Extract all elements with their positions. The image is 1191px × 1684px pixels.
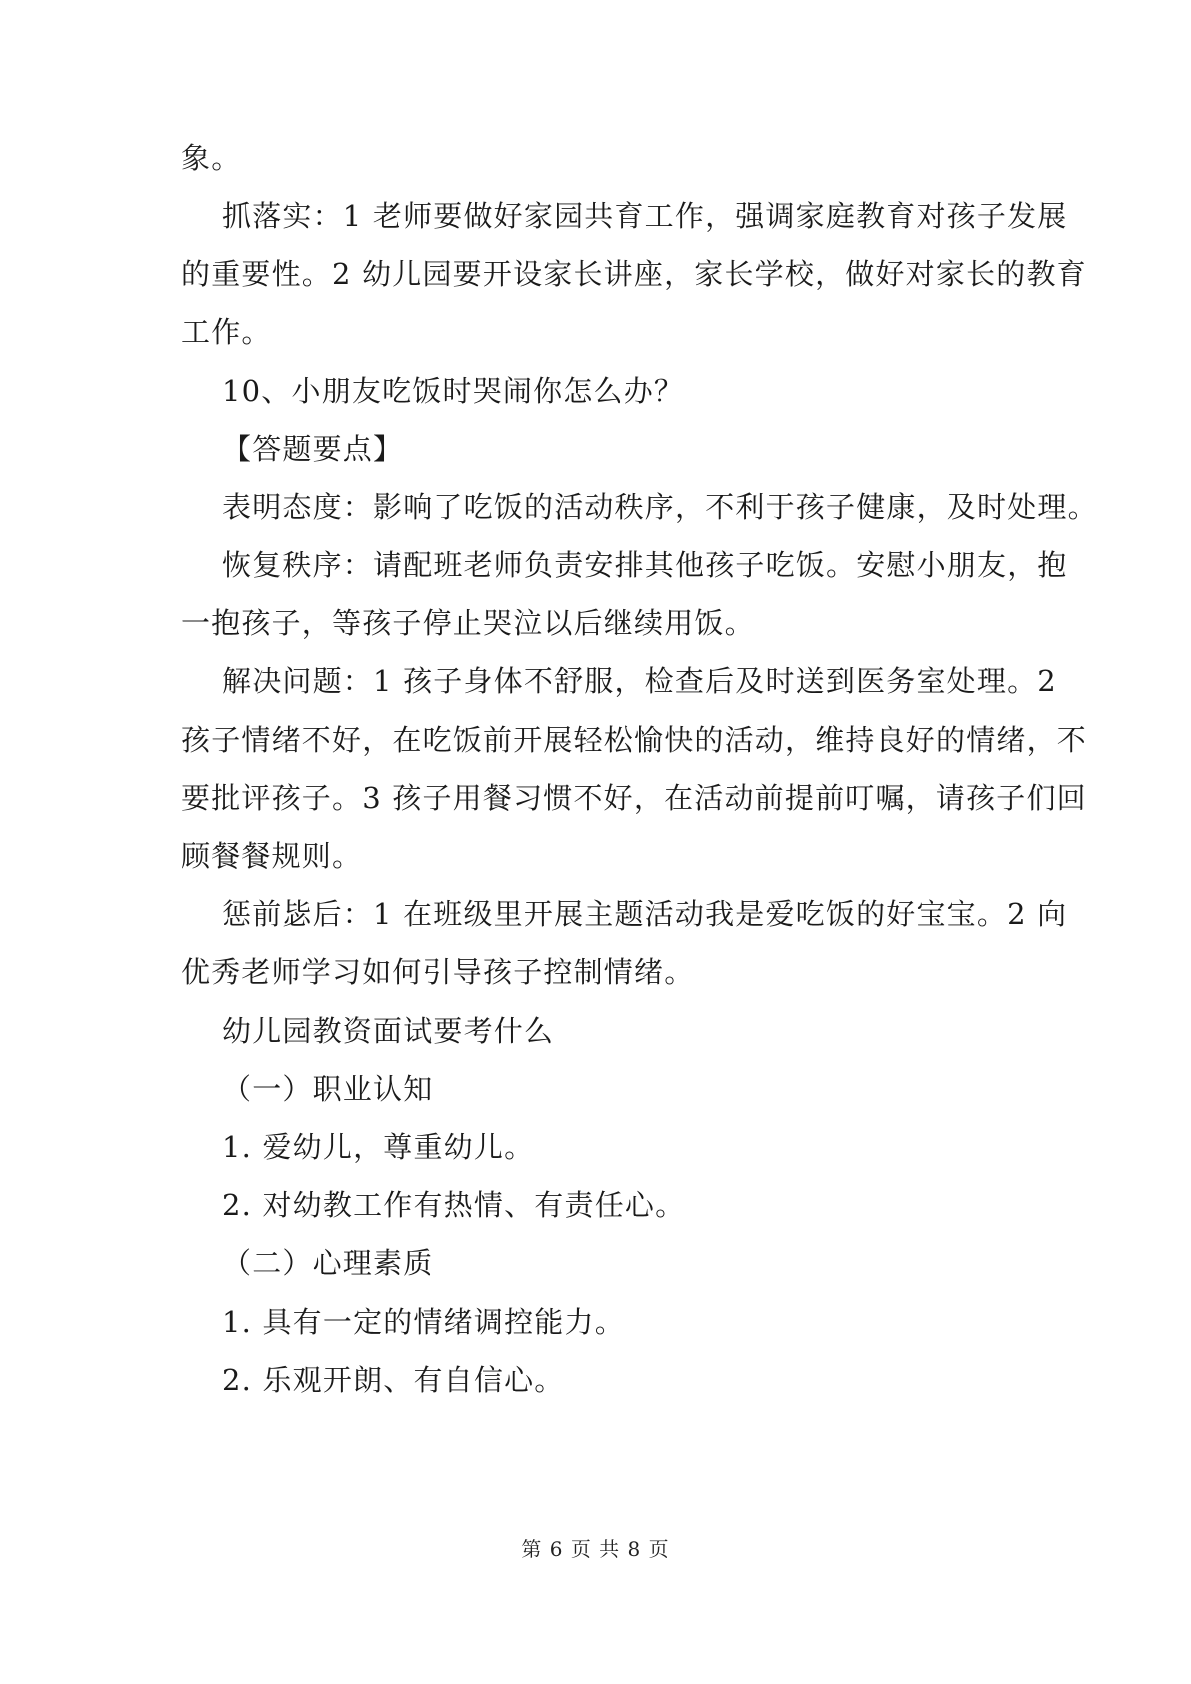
page-number-footer: 第 6 页 共 8 页 [521,1537,670,1561]
paragraph-line: 要批评孩子。3 孩子用餐习惯不好，在活动前提前叮嘱，请孩子们回 [181,781,1087,815]
paragraph-line: 的重要性。2 幼儿园要开设家长讲座，家长学校，做好对家长的教育 [181,257,1087,291]
list-item: 2. 对幼教工作有热情、有责任心。 [222,1188,686,1222]
paragraph-line: 孩子情绪不好，在吃饭前开展轻松愉快的活动，维持良好的情绪，不 [181,723,1088,757]
question-heading: 10、小朋友吃饭时哭闹你怎么办？ [222,374,685,408]
paragraph-line: 象。 [181,141,242,175]
subsection-heading: （一）职业认知 [222,1072,434,1106]
paragraph-line: 顾餐餐规则。 [181,839,363,873]
paragraph-line: 优秀老师学习如何引导孩子控制情绪。 [181,955,695,989]
paragraph-line: 解决问题：1 孩子身体不舒服，检查后及时送到医务室处理。2 [222,664,1057,698]
section-heading: 幼儿园教资面试要考什么 [222,1014,555,1048]
section-label: 【答题要点】 [222,432,404,466]
paragraph-line: 抓落实：1 老师要做好家园共育工作，强调家庭教育对孩子发展 [222,199,1068,233]
paragraph-line: 一抱孩子，等孩子停止哭泣以后继续用饭。 [181,606,755,640]
subsection-heading: （二）心理素质 [222,1246,434,1280]
paragraph-line: 惩前毖后：1 在班级里开展主题活动我是爱吃饭的好宝宝。2 向 [222,897,1068,931]
paragraph-line: 表明态度：影响了吃饭的活动秩序，不利于孩子健康，及时处理。 [222,490,1098,524]
list-item: 1. 具有一定的情绪调控能力。 [222,1305,625,1339]
list-item: 2. 乐观开朗、有自信心。 [222,1363,565,1397]
list-item: 1. 爱幼儿，尊重幼儿。 [222,1130,535,1164]
paragraph-line: 工作。 [181,315,272,349]
paragraph-line: 恢复秩序：请配班老师负责安排其他孩子吃饭。安慰小朋友，抱 [222,548,1068,582]
